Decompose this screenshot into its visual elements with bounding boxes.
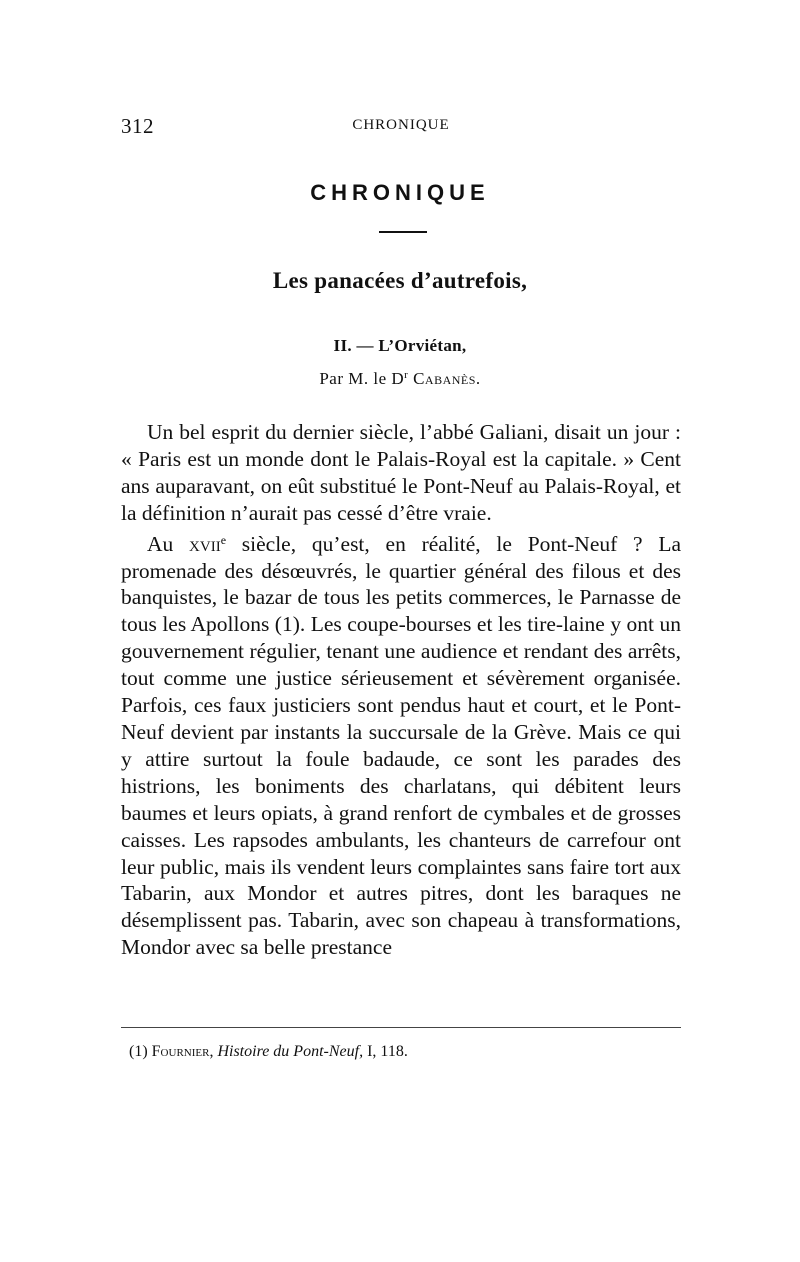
paragraph-2-lead: Au xyxy=(147,531,190,556)
paragraph-2 xyxy=(121,527,681,962)
footnote-marker: (1) xyxy=(129,1043,152,1060)
page-number: 312 xyxy=(121,114,154,138)
section-title: II. — L’Orviétan, xyxy=(333,336,467,355)
article-title: Les panacées d’autrefois, xyxy=(272,268,528,293)
footnote-divider xyxy=(121,1027,681,1028)
running-header xyxy=(121,114,681,138)
byline-prefix: Par M. le D xyxy=(319,369,405,388)
byline xyxy=(0,369,800,389)
chronique-heading: CHRONIQUE xyxy=(310,180,490,205)
byline-author: Cabanès. xyxy=(413,369,481,388)
century-suffix: e xyxy=(220,532,227,547)
paragraph-2-text: siècle, qu’est, en réalité, le Pont-Neuf ? La promenade des désœuvrés, le quartier général des filous et des banquistes, le bazar de tous les petits commerces, le Parnasse de tous les Apollons (1). Les coupe-bourses et les tire-laine y ont un gouvernement régulier, tenant une audience et rendant des arrêts, tout comme une justice sérieusement et sévèrement organisée. Parfois, ces faux justiciers sont pendus haut et court, et le Pont-Neuf devient par instants la succursale de la Grève. Mais ce qui y attire surtout la foule badaude, ce sont les parades des histrions, les boniments des charlatans, qui débitent leurs baumes et leurs opiats, à grand renfort de cymbales et de grosses caisses. Les rapsodes ambulants, les chanteurs de carrefour ont leur public, mais ils vendent leurs complaintes sans faire tort aux Tabarin, aux Mondor et autres pitres, dont les baraques ne désemplissent pas. Tabarin, avec son chapeau à transformations, Mondor avec sa belle prestance xyxy=(121,531,682,960)
paragraph-1: Un bel esprit du dernier siècle, l’abbé Galiani, disait un jour : « Paris est un monde dont le Palais-Royal est la capitale. » Cent ans auparavant, on eût substitué le Pont-Neuf au Palais-Royal, et la définition n’aurait pas cessé d’être vraie. xyxy=(121,420,681,525)
century-numeral: xvii xyxy=(189,531,221,556)
byline-doctor-suffix: r xyxy=(404,369,409,381)
running-title: CHRONIQUE xyxy=(352,117,450,133)
footnote-author: Fournier, xyxy=(151,1043,214,1060)
footnote-reference: I, 118. xyxy=(363,1043,408,1060)
title-divider xyxy=(379,231,427,233)
footnote-work: Histoire du Pont-Neuf, xyxy=(217,1043,364,1060)
footnote xyxy=(121,1043,681,1061)
article-body xyxy=(121,419,681,961)
